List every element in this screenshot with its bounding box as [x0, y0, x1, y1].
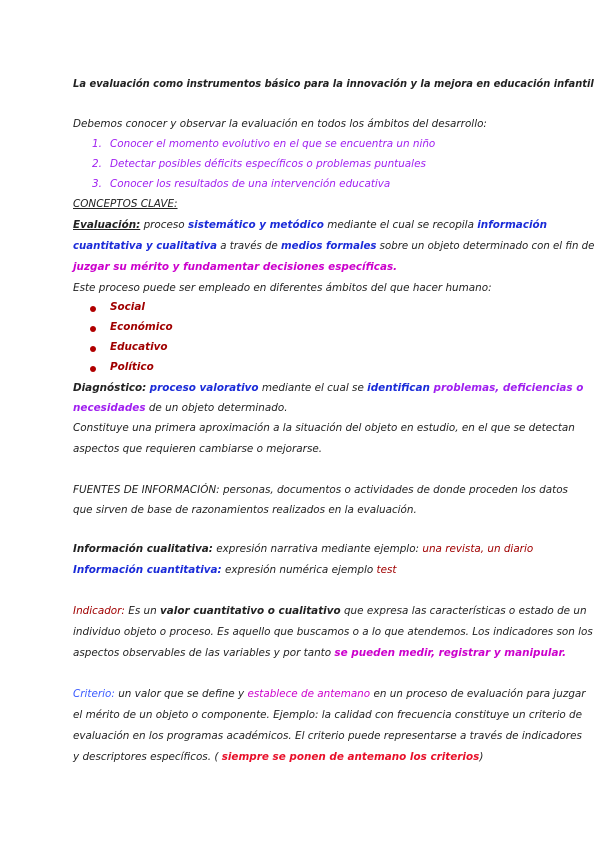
list-number: 3.: [92, 178, 102, 190]
criterio-line-2: el mérito de un objeto o componente. Ejemplo: la calidad con frecuencia constituye un criterio de: [73, 709, 583, 721]
diagnostico-line-1: [73, 382, 583, 394]
highlight-span: identifican: [367, 382, 430, 394]
fuentes-term: FUENTES DE INFORMACIÓN:: [73, 484, 220, 496]
text-span: y descriptores específicos. (: [73, 751, 222, 763]
ambitos-intro: Este proceso puede ser empleado en diferentes ámbitos del que hacer humano:: [73, 282, 492, 294]
text-span: expresión numérica ejemplo: [221, 564, 377, 576]
indicador-line-2: individuo objeto o proceso. Es aquello que buscamos o a lo que atendemos. Los indicadores son los: [73, 626, 593, 638]
diagnostico-line-4: aspectos que requieren cambiarse o mejorarse.: [73, 443, 323, 455]
highlight-span: información: [477, 219, 548, 231]
highlight-span: necesidades: [73, 402, 146, 414]
criterio-term: Criterio:: [73, 688, 115, 700]
list-item-text: Conocer los resultados de una intervención educativa: [110, 178, 391, 190]
text-span: en un proceso de evaluación para juzgar: [370, 688, 586, 700]
indicador-line-3: [73, 647, 566, 659]
intro-text: Debemos conocer y observar la evaluación en todos los ámbitos del desarrollo:: [73, 118, 487, 130]
bullet-icon: [90, 346, 96, 352]
fuentes-line-1: [73, 484, 568, 496]
criterio-line-1: [73, 688, 586, 700]
evaluacion-term: Evaluación:: [73, 219, 141, 231]
text-span: que expresa las características o estado de un: [340, 605, 587, 617]
text-span: mediante el cual se recopila: [323, 219, 478, 231]
diagnostico-term: Diagnóstico:: [73, 382, 147, 394]
evaluacion-line-3: juzgar su mérito y fundamentar decisiones específicas.: [73, 261, 398, 273]
fuentes-line-2: que sirven de base de razonamientos realizados en la evaluación.: [73, 504, 417, 516]
indicador-line-1: [73, 605, 587, 617]
diagnostico-line-2: [73, 402, 288, 414]
text-span: personas, documentos o actividades de donde proceden los datos: [219, 484, 568, 496]
ambito-item: Político: [110, 361, 154, 373]
list-number: 1.: [92, 138, 102, 150]
info-cualitativa-term: Información cualitativa:: [73, 543, 213, 555]
highlight-span: cuantitativa y cualitativa: [73, 240, 218, 252]
text-span: a través de: [217, 240, 282, 252]
evaluacion-line-1: [73, 219, 547, 231]
criterio-line-4: [73, 751, 483, 763]
text-span: expresión narrativa mediante ejemplo:: [212, 543, 423, 555]
diagnostico-line-3: Constituye una primera aproximación a la situación del objeto en estudio, en el que se detectan: [73, 422, 575, 434]
text-span: aspectos observables de las variables y por tanto: [73, 647, 335, 659]
info-cuantitativa-term: Información cuantitativa:: [73, 564, 222, 576]
text-span: ): [479, 751, 484, 763]
list-item-text: Conocer el momento evolutivo en el que se encuentra un niño: [110, 138, 436, 150]
bullet-icon: [90, 306, 96, 312]
example-span: test: [376, 564, 397, 576]
conceptos-heading: CONCEPTOS CLAVE:: [73, 198, 178, 210]
ambito-item: Social: [110, 301, 145, 313]
example-span: una revista, un diario: [422, 543, 534, 555]
list-number: 2.: [92, 158, 102, 170]
document-title: La evaluación como instrumentos básico para la innovación y la mejora en educación infantil: [73, 78, 594, 90]
criterio-line-3: evaluación en los programas académicos. El criterio puede representarse a través de indicadores: [73, 730, 582, 742]
list-item-text: Detectar posibles déficits específicos o problemas puntuales: [110, 158, 426, 170]
text-span: sobre un objeto determinado con el fin de: [376, 240, 595, 252]
highlight-span: sistemático y metódico: [187, 219, 324, 231]
text-span: de un objeto determinado.: [145, 402, 288, 414]
highlight-span: siempre se ponen de antemano los criterios: [221, 751, 480, 763]
indicador-term: Indicador:: [73, 605, 125, 617]
ambito-item: Educativo: [110, 341, 168, 353]
highlight-span: proceso valorativo: [149, 382, 259, 394]
highlight-span: establece de antemano: [247, 688, 371, 700]
text-span: Es un: [124, 605, 161, 617]
info-cuantitativa-line: [73, 564, 397, 576]
text-span: un valor que se define y: [114, 688, 248, 700]
bullet-icon: [90, 326, 96, 332]
highlight-span: problemas, deficiencias o: [429, 382, 584, 394]
ambito-item: Económico: [110, 321, 173, 333]
highlight-span: se pueden medir, registrar y manipular.: [334, 647, 567, 659]
bullet-icon: [90, 366, 96, 372]
info-cualitativa-line: [73, 543, 533, 555]
evaluacion-line-2: [73, 240, 594, 252]
highlight-span: valor cuantitativo o cualitativo: [160, 605, 341, 617]
highlight-span: medios formales: [281, 240, 377, 252]
text-span: proceso: [140, 219, 188, 231]
text-span: mediante el cual se: [258, 382, 368, 394]
